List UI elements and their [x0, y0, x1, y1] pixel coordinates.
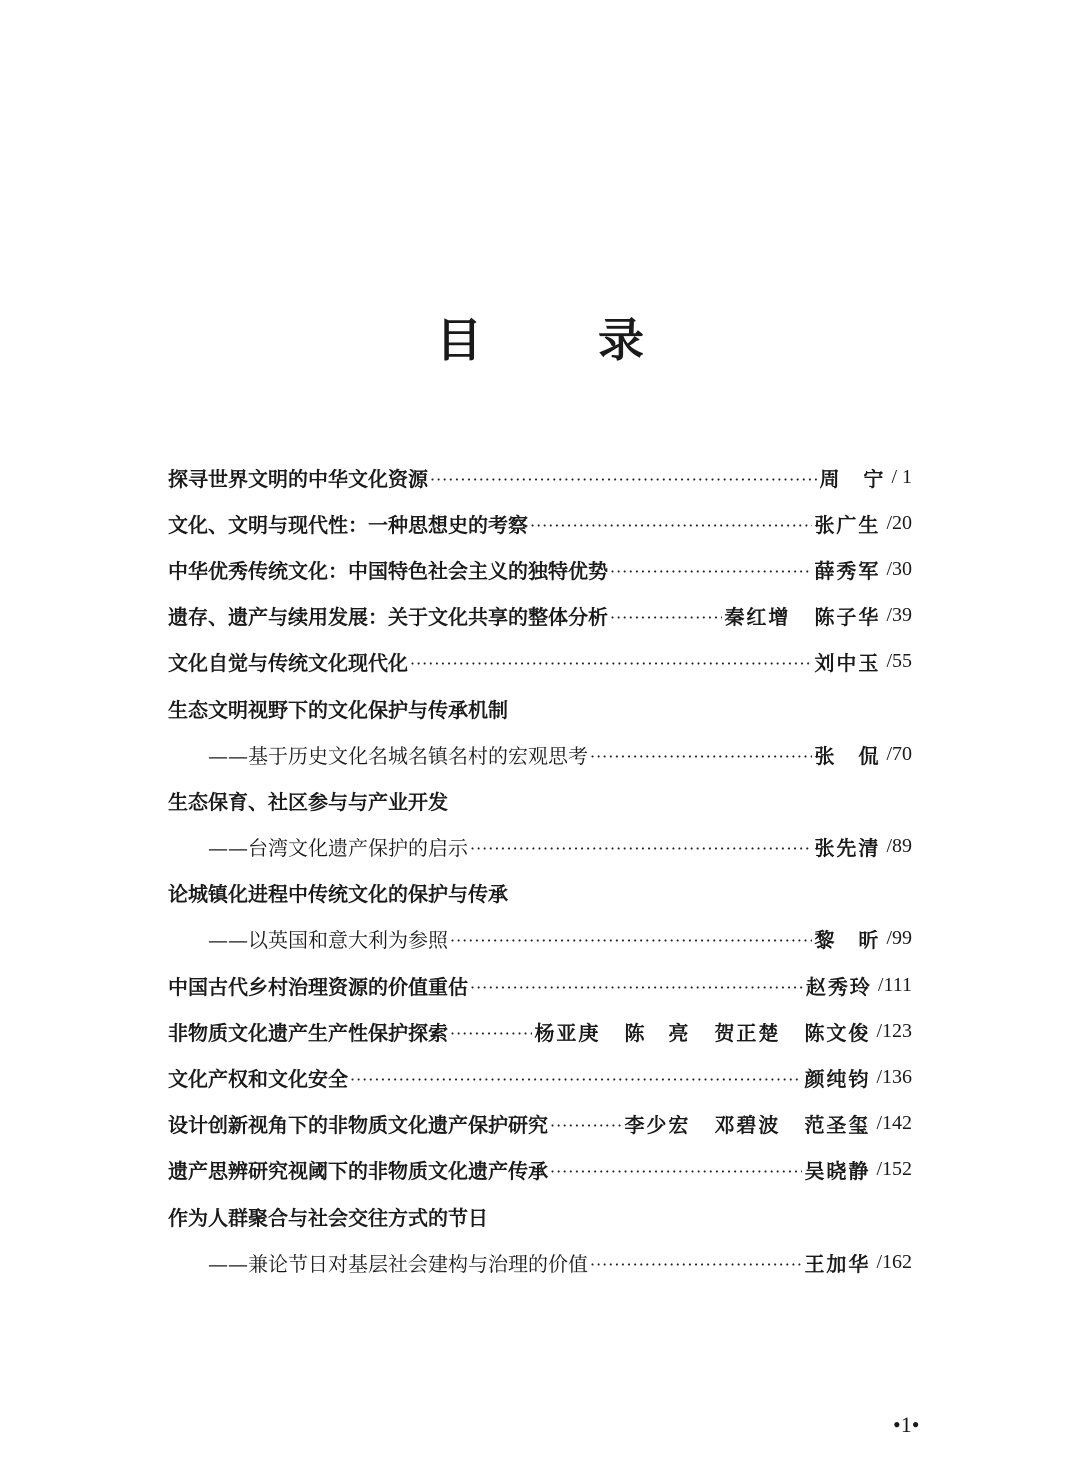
- entry-authors: [814, 832, 880, 861]
- toc-entry-subtitle[interactable]: [168, 916, 912, 962]
- entry-authors: [804, 1248, 870, 1277]
- dot-leader: [590, 747, 812, 766]
- entry-page: /162: [876, 1250, 912, 1273]
- page-title: 目 录: [435, 313, 694, 367]
- dot-leader: [450, 1024, 532, 1043]
- entry-authors: [814, 555, 880, 584]
- entry-title: 文化产权和文化安全: [168, 1067, 348, 1092]
- entry-page: /136: [876, 1066, 912, 1089]
- author: 贺正楚: [714, 1020, 781, 1045]
- toc-entry[interactable]: [168, 454, 912, 500]
- entry-title: 非物质文化遗产生产性保护探索: [168, 1020, 448, 1045]
- entry-title: 生态保育、社区参与与产业开发: [168, 789, 448, 814]
- author: 赵秀玲: [805, 974, 872, 999]
- entry-title: 探寻世界文明的中华文化资源: [168, 466, 428, 491]
- toc-entry[interactable]: [168, 593, 912, 639]
- entry-title: 生态文明视野下的文化保护与传承机制: [168, 697, 508, 722]
- dot-leader: [470, 839, 812, 858]
- author: 秦红增: [724, 605, 791, 630]
- entry-subtitle: ——基于历史文化名城名镇名村的宏观思考: [208, 743, 588, 768]
- entry-subtitle: ——台湾文化遗产保护的启示: [208, 836, 468, 861]
- entry-page: /30: [886, 557, 912, 580]
- entry-authors: [814, 740, 880, 769]
- dot-leader: [350, 1070, 802, 1089]
- entry-page: /152: [876, 1158, 912, 1181]
- table-of-contents: [168, 454, 912, 1285]
- toc-entry[interactable]: [168, 1008, 912, 1054]
- entry-authors: [534, 1017, 870, 1046]
- dot-leader: [550, 1116, 622, 1135]
- author: 王加华: [804, 1251, 871, 1276]
- entry-title: 论城镇化进程中传统文化的保护与传承: [168, 882, 508, 907]
- author: 陈子华: [814, 605, 881, 630]
- entry-title: 遗存、遗产与续用发展：关于文化共享的整体分析: [168, 605, 608, 630]
- toc-entry[interactable]: [168, 546, 912, 592]
- toc-entry-heading[interactable]: [168, 777, 912, 823]
- dot-leader: [470, 978, 804, 997]
- entry-page: / 1: [891, 465, 912, 488]
- dot-leader: [530, 516, 812, 535]
- toc-entry[interactable]: [168, 639, 912, 685]
- dot-leader: [610, 608, 722, 627]
- entry-page: /55: [886, 650, 912, 673]
- entry-authors: [814, 647, 880, 676]
- entry-page: /123: [876, 1019, 912, 1042]
- entry-page: /111: [877, 973, 912, 996]
- entry-page: /99: [886, 927, 912, 950]
- entry-title: 作为人群聚合与社会交往方式的节日: [168, 1205, 488, 1230]
- dot-leader: [410, 654, 812, 673]
- entry-authors: [804, 1155, 870, 1184]
- author: 张 侃: [814, 743, 881, 768]
- author: 颜纯钧: [804, 1067, 871, 1092]
- entry-title: 中华优秀传统文化：中国特色社会主义的独特优势: [168, 558, 608, 583]
- entry-subtitle: ——以英国和意大利为参照: [208, 928, 448, 953]
- toc-entry[interactable]: [168, 1147, 912, 1193]
- author: 杨亚庚: [534, 1020, 601, 1045]
- entry-page: /39: [886, 604, 912, 627]
- entry-subtitle: ——兼论节日对基层社会建构与治理的价值: [208, 1251, 588, 1276]
- author: 吴晓静: [804, 1159, 871, 1184]
- entry-title: 文化自觉与传统文化现代化: [168, 651, 408, 676]
- author: 薛秀军: [814, 558, 881, 583]
- entry-authors: [814, 509, 880, 538]
- author: 范圣玺: [804, 1113, 871, 1138]
- entry-page: /89: [886, 835, 912, 858]
- toc-entry-heading[interactable]: [168, 685, 912, 731]
- toc-entry-subtitle[interactable]: [168, 731, 912, 777]
- entry-page: /142: [876, 1112, 912, 1135]
- author: 张广生: [814, 512, 881, 537]
- entry-title: 设计创新视角下的非物质文化遗产保护研究: [168, 1113, 548, 1138]
- dot-leader: [610, 562, 812, 581]
- entry-authors: [806, 971, 872, 1000]
- entry-authors: [724, 601, 880, 630]
- entry-authors: [819, 463, 885, 492]
- dot-leader: [550, 1162, 802, 1181]
- toc-entry[interactable]: [168, 500, 912, 546]
- toc-entry[interactable]: [168, 1101, 912, 1147]
- toc-entry-heading[interactable]: [168, 1193, 912, 1239]
- page-number: •1•: [893, 1412, 920, 1437]
- entry-title: 文化、文明与现代性：一种思想史的考察: [168, 512, 528, 537]
- entry-page: /70: [886, 742, 912, 765]
- author: 陈文俊: [804, 1020, 871, 1045]
- entry-authors: [804, 1063, 870, 1092]
- author: 周 宁: [819, 466, 886, 491]
- toc-entry-heading[interactable]: [168, 870, 912, 916]
- toc-entry-subtitle[interactable]: [168, 1239, 912, 1285]
- author: 邓碧波: [714, 1113, 781, 1138]
- dot-leader: [590, 1255, 802, 1274]
- entry-authors: [624, 1109, 870, 1138]
- toc-entry[interactable]: [168, 962, 912, 1008]
- dot-leader: [450, 931, 812, 950]
- author: 陈 亮: [624, 1020, 691, 1045]
- entry-authors: [814, 924, 880, 953]
- dot-leader: [430, 470, 817, 489]
- entry-title: 遗产思辨研究视阈下的非物质文化遗产传承: [168, 1159, 548, 1184]
- entry-page: /20: [886, 511, 912, 534]
- author: 刘中玉: [814, 651, 881, 676]
- author: 李少宏: [624, 1113, 691, 1138]
- author: 黎 昕: [814, 928, 881, 953]
- toc-entry[interactable]: [168, 1054, 912, 1100]
- toc-entry-subtitle[interactable]: [168, 824, 912, 870]
- author: 张先清: [814, 836, 881, 861]
- entry-title: 中国古代乡村治理资源的价值重估: [168, 974, 468, 999]
